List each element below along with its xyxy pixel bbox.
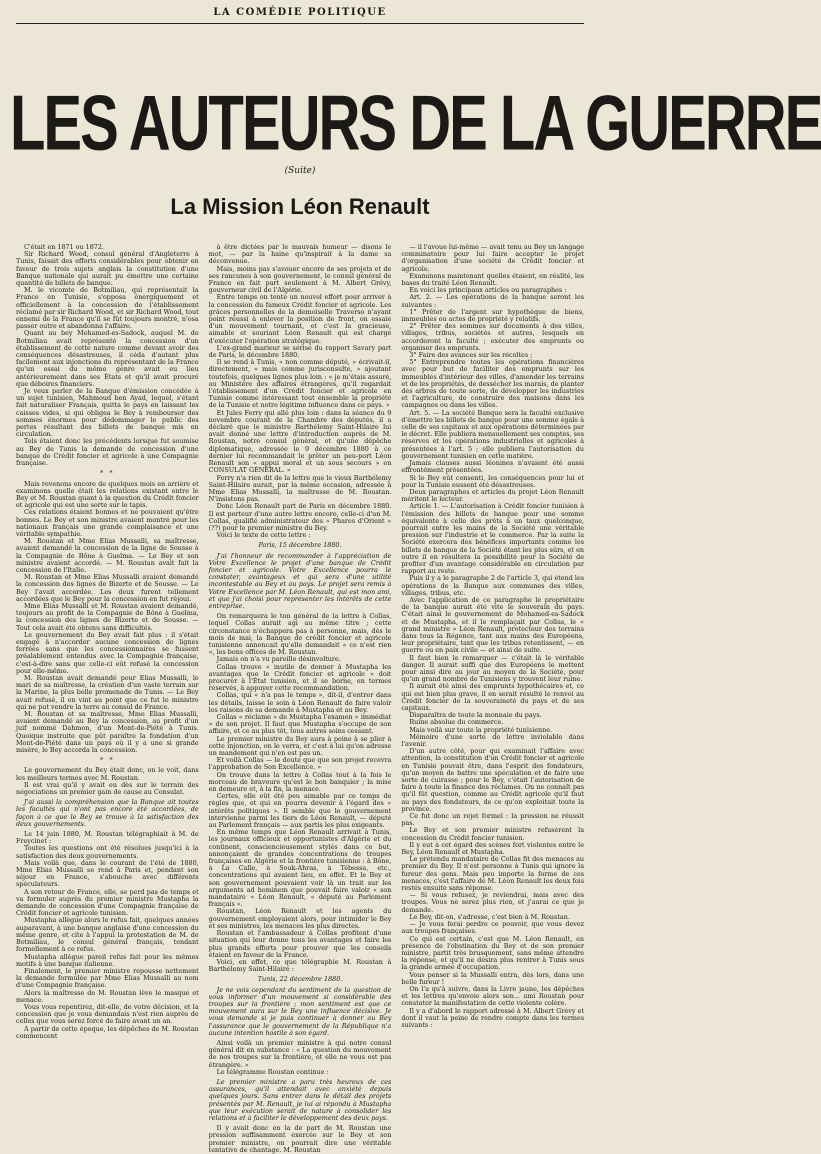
paragraph: On remarquera le ton général de la lettre à Collas, lequel Collas aurait agi au même titre ; cette circonstance n'échappera pas à personne, mais, dès le mois de mai, la Banque de crédit foncier et agricole tunisienne annoncait qu'elle demandait « ce n'est rien », les bons offices de M. Roustan. [208, 612, 392, 657]
paragraph: Ainsi voilà un premier ministre à qui notre consul général dit en substance : « La question du mouvement de nos troupes sur la frontière, et elle ne vous est pas étrangère. » [208, 1038, 392, 1069]
paragraph: Le Bey, dit-on, s'adresse, c'est bien à M. Roustan. [409, 912, 570, 921]
paragraph: Ruine absolue du commerce. [409, 718, 504, 727]
paragraph: Mais, moins pas s'avouer encore de ses projets et de ses rancunes à son gouvernement, le consul général de France en fait part seulement à M. Albert Grévy, gouverneur civil de l'Algérie. [208, 264, 392, 295]
paragraph: Il y a d'abord le rapport adressé à M. Albert Grévy et dont il vaut la peine de rendre compte dans les termes suivants : [401, 1006, 585, 1029]
header-rule [16, 23, 584, 24]
dateline: Paris, 15 décembre 1880. [258, 541, 342, 550]
paragraph: Vous penser si la Mussalli entra, dès lors, dans une belle fureur ! [401, 970, 585, 986]
paragraph: A son retour de France, elle, se perd pas de temps et va formuler auprès du premier ministre Mustapha la demande de concession d'une Compagnie française de Crédit foncier et agricole tunisien. [16, 887, 199, 918]
paragraph: Le gouvernement du Bey avait fait plus : il s'était engagé à n'accorder aucune concession de lignes ferrées sans que les concessionnaires se fussent préalablement entendus avec la Compagnie française, c'est-à-dire sans que celle-ci eût refusé la concession pour elle-même. [16, 630, 199, 675]
paragraph: Toutes les questions ont été résolues jusqu'ici à la satisfaction des deux gouvernements. [16, 844, 199, 860]
paragraph: Collas, qui « n'a pas le temps », dit-il, d'entrer dans les détails, laisse le soin à Léon Renault de faire valoir les raisons de sa demande à Mustapha et au Bey. [208, 691, 392, 714]
paragraph: On l'a qu'à suivre, dans la Livre jaune, les dépêches et les lettres qu'envoie alors son... ami Roustan pour constater la manifestation de cette violente colère. [401, 984, 585, 1008]
quoted-dispatch: J'ai aussi la compréhension que la Banque ait toutes les facultés qui n'ont pas encore été accordées, de façon à ce que le Bey se trouve à la satisfaction des deux gouvernements. [16, 798, 199, 828]
paragraph: On trouve dans la lettre à Collas tout à la fois le morceau de bravoure qu'est le bon banquier ; la mise en demeure et, à la fin, la menace. [208, 770, 392, 794]
paragraph: Donc Léon Renault part de Paris en décembre 1880. Il est porteur d'une autre lettre encore, celle-ci d'un M. Collas, qualifié administrateur des « Phares d'Orient » (??) pour le premier ministre du Bey. [208, 502, 392, 532]
paragraph: C'était en 1871 ou 1872. [24, 243, 104, 251]
paragraph: En même temps que Léon Renault arrivait à Tunis, les journaux officieux et opportunistes d'Algérie et du continent, consciencieusement stylés dans ce but, annonçaient de grandes concentrations de troupes françaises en Algérie et la frontière tunisienne : à Bône, à La Calle, à Souk-Ahras, à Tébessa, etc., concentrations qui avaient lieu, en effet. Et le Bey et son gouvernement pouvaient voir là un trait sur les arguments ad hominem que pouvait faire valoir « son mandataire » Léon Renault, « député au Parlement français ». [208, 828, 392, 909]
paragraph: Examinons maintenant quelles étaient, en réalité, les bases du traité Léon Renault. [401, 271, 585, 288]
paragraph: M. Roustan et sa maîtresse, Mme Elias Mussalli, avaient demandé au Bey la concession, au profit d'un juif nommé Dahmon, d'un Mont-de-Piété à Tunis. Quoique instruite que pût paraître la fondation d'un Mont-de-Piété dans un pays où il y a une si grande misère, le Bey accorda la concession. [16, 710, 199, 755]
paragraph: Mme Elias Mussalli et M. Roustan avaient demandé, toujours au profit de la Compagnie de Bône à Guelma, la concession des lignes de Bizerte et de Sousse. — Tout cela avait été obtenu sans difficultés. [16, 601, 199, 632]
quoted-telegram: Je ne vois cependant du sentiment de la question de vous informer d'un mouvement si considérable des troupes sur la frontière ; mon sentiment est que ce mouvement aura sur le Bey une influence décisive. Je vous demande si je puis continuer à donner au Bey l'assurance que le gouvernement de la République n'a aucune intention hostile à son égard. [208, 985, 392, 1037]
paragraph: M. Roustan et Mme Elias Mussalli avaient demandé la concession des lignes de Bizerte et de Sousse. — Le Bey l'avait accordée. Les deux furent tellement accordées que le Bey pour la concession en fut réjoui. [16, 573, 199, 603]
paragraph: Mais voilà que, dans le courant de l'été de 1880, Mme Elias Mussalli se rend à Paris et, pendant son séjour en France, s'abouche avec différents spéculateurs. [16, 858, 199, 889]
section-separator: * * [100, 756, 115, 765]
paragraph: Je veux parler de la Banque d'émission concédée à un sujet tunisien, Mahmoud ben Ayad, lequel, s'étant fait naturaliser Français, quitta le pays en laissant les caisses vides, si qui obligea le Bey à rembourser des sommes énormes pour dédommager le public des pertes résultant des billets de banque mis en circulation. [16, 387, 199, 439]
quoted-telegram: Le premier ministre a paru très heureux de ces assurances, qu'il attendait avec anxiété depuis quelques jours. Sans entrer dans le détail des projets présentés par M. Renault, je lui ai répondu à Mustapha que leur exécution serait de nature à consolider les relations et à faciliter le développement des deux pays. [208, 1077, 392, 1122]
paragraph: à être dictées par le mauvais humeur — disons le mot, — par la haine qu'inspirait à la dame sa déconvenue. [208, 243, 392, 266]
paragraph: Voici le texte de cette lettre : [216, 531, 311, 540]
paragraph: M. Roustan avait demandé pour Elias Mussalli, le mari de sa maîtresse, la création d'un vaste terrain sur la Marine, la plus belle promenade de Tunis. — Le Bey avait refusé, il en vint au point que ce fut le ministre qui ne put vendre la terre au consul de France. [16, 673, 199, 711]
paragraph: Sir Richard Wood, consul général d'Angleterre à Tunis, faisait des efforts considérables pour obtenir en faveur de trois sujets anglais la constitution d'une Banque nationale qui aurait pu émettre une certaine quantité de billets de banque. [16, 250, 199, 288]
paragraph: Et voilà Collas — le doute que que son projet recevra l'approbation de Son Excellence. » [208, 756, 392, 772]
paragraph: Collas trouve « inutile de donner à Mustapha les avantages que le Crédit foncier et agricole » doit procurer à l'État tunisien, et il se borne, en termes réservés, à appuyer cette recommandation. [208, 662, 392, 693]
paragraph: Art. 5. — La société Banque sera la faculté exclusive d'émettre les billets de banque pour une somme égale à celle de ses capitaux et aux opérations déterminées par le décret. Elle publiera mensuellement ses comptes, ses réserves et les opérations industrielles et agricoles à présentées à l'art. 5 ; elle publiera l'autorisation du gouvernement tunisien en cette matière. [401, 408, 585, 460]
paragraph: 1° Prêter de l'argent sur hypothèque de biens, immeubles ou actes de propriété y relatifs. [401, 307, 585, 324]
paragraph: Le 14 juin 1880, M. Roustan télégraphiait à M. de Freycinet : [16, 830, 199, 846]
paragraph: Ce fut donc un rejet formel : la pression ne réussit pas. [401, 812, 585, 828]
paragraph: L'ex-grand marieur se sérise du rapport Savary part de Paris, le décembre 1880. [208, 343, 392, 360]
paragraph: Ce qui est certain, c'est que M. Léon Renault, en présence de l'obstination du Bey et de son premier ministre, partit très brusquement, sans même attendre la réponse, et qu'il ne désira plus rentrer à Tunis sous la grande armée d'occupation. [401, 934, 585, 972]
paragraph: — Je vous ferai perdre ce pouvoir, que vous devez aux troupes françaises. [401, 920, 585, 936]
paragraph: Article 1. — L'autorisation à Crédit foncier tunisien à l'émission des billets de banque pour une somme équivalente à celle des prêts à un taux quelconque, pourrait entre les mains de la Société une véritable pression sur l'industrie et le commerce. Par la suite la Société exercera des bénéfices importants comme les billets de banque de la Société étant les plus sûrs, et en outre il en résultera la possibilité pour la Société de profiter d'un avantage considérable en circulation par rapport au reste. [401, 502, 585, 576]
paragraph: 5° Entreprendre toutes les opérations financières avec pour but de faciliter des emprunts sur les immeubles d'intérieur des villes, d'amender les terrains et de les propriétés, de dessécher les marais, de planter des arbres de toute sorte, de développer les industries et l'agriculture, de construire des maisons dans les campagnes ou dans les villes. [401, 358, 585, 410]
newspaper-page [10, 0, 821, 1154]
paragraph: Vous vous repentirez, dit-elle, de votre décision, et la concession que je vous demandais n'est rien auprès de celles que vous serez forcé de faire avant un an. [16, 1002, 199, 1026]
paragraph: Avec l'application de ce paragraphe le propriétaire de la banque aurait été vite le souverain du pays. C'était ainsi le gouvernement de Mohamed-es-Sadock et de Mustapha, et il le remplaçait par Collas, le « grand ministre » Léon Renault, protecteur des terrains dans tous la Régence, tant aux mains des Européens, leur propriétaire, tant que les tribus retentissent, — en guerre ou en paix civile — et ainsi de suite. [401, 595, 585, 655]
paragraph: Mustapha allègue alors le refus fait, quelques années auparavant, à une banque anglaise d'une concession du même genre, et cite à l'appui la protestation de M. de Botmiliau, le consul général français, tendant formellement à ce refus. [16, 916, 199, 954]
paragraph: — il l'avoue lui-même — avait tenu au Bey un langage comminatoire pour lui faire accepter le projet d'organisation d'une société de Crédit foncier et agricole. [401, 243, 585, 273]
paragraph: En voici les principaux articles ou paragraphes : [409, 286, 567, 295]
running-head: LA COMÉDIE POLITIQUE [213, 7, 387, 18]
paragraph: Le télégramme Roustan continue : [216, 1067, 329, 1076]
paragraph: Il se rend à Tunis, « non comme député, » écrivait-il, directement, « mais comme jurisconsulte, » ajoutant toutefois, quelques lignes plus loin : « je m'étais assuré, au Ministère des affaires étrangères, qu'il regardait l'établissement d'un Crédit foncier et agricole en Tunisie comme intéressant tout ensemble la propriété de la Tunisie et notre légitime influence dans ce pays. » [208, 358, 392, 410]
subheadline: La Mission Léon Renault [170, 194, 430, 219]
paragraph: Il y eut à cet égard des scènes fort violentes entre le Bey, Léon Renault et Mustapha. [401, 840, 585, 857]
paragraph: Le Bey et son premier ministre refusèrent la concession du Crédit foncier tunisien. [401, 826, 585, 842]
paragraph: 2° Prêter des sommes sur documents à des villes, villages, tribus, sociétés et autres, lesquels en accorderont la faculté ; exécuter des emprunts ou organiser des emprunts. [401, 322, 585, 352]
column-1 [16, 243, 199, 1040]
paragraph: A partir de cette époque, les dépêches de M. Roustan commencent [16, 1024, 199, 1040]
suite-label: (Suite) [284, 166, 316, 176]
paragraph: Mais revenons encore de quelques mois en arrière et examinons quelle était les relations existant entre le Bey et M. Roustan quant à la question du Crédit foncier et agricole qui est une sorte sur le tapis. [16, 479, 199, 510]
paragraph: Si le Bey eût consenti, les conséquences pour lui et pour la Tunisie eussent été désastreuses. [401, 473, 585, 489]
paragraph: Le prétendu mandataire de Collas fit des menaces au premier du Bey. Il n'est personne à Tunis qui ignore la fureur des gens. Mais peu importe la forme de ces menaces, c'est l'affaire de M. Léon Renault les deux fois restés ensuite sans réponse. [401, 855, 585, 893]
section-separator: * * [100, 469, 115, 478]
paragraph: Art. 2. — Les opérations de la banque seront les suivantes : [401, 293, 585, 309]
paragraph: Jamais on n'a vu pareille désinvolture. [216, 655, 341, 664]
paragraph: M. Roustan et Mme Elias Mussalli, sa maîtresse, avaient demandé la concession de la ligne de Sousse à la Compagnie de Bône à Guelma. — Le Bey et son ministre avaient accordé. — M. Roustan avait fait la concession de l'Italie. [16, 537, 199, 574]
paragraph: Collas « réclame » de Mustapha l'examen « immédiat » de son projet. Il faut que Mustapha s'occupe de son affaire, et ce au plus tôt, tous autres soins cessant. [208, 713, 392, 736]
paragraph: Mais voilà sur toute la propriété tunisienne. [409, 725, 553, 734]
paragraph: Tels étaient donc les précédents lorsque fut soumise au Bey de Tunis la demande de concession d'une banque de Crédit foncier et agricole à une Compagnie française. [16, 437, 199, 468]
paragraph: Voici, en effet, ce que télégraphie M. Roustan à Barthélemy Saint-Hilaire : [208, 957, 392, 974]
dateline: Tunis, 22 décembre 1880. [257, 975, 343, 984]
paragraph: Certes, elle eût été peu aimable par ce temps de règles que, et qui en pourra devenir à l'égard des « intérêts politiques ». Il semble que le gouvernement intervienne parmi les tiers de Léon Renault, — député au Parlement français — aux partis les plus exigeants. [208, 792, 392, 830]
paragraph: D'un autre côté, pour qui examinait l'affaire avec attention, la constitution d'un Crédit foncier et agricole en Tunisie pouvait être, dans l'esprit des fondateurs, qu'un moyen de battre une spéculation et de faire une sorte de cuirasse ; pour le Bey, c'était l'autorisation de faire à toute la finance des réclames. On ne connaît pas qu'il fût question, comme au Crédit agricole qu'il faut au pays des fondateurs, de ce qu'on exploitait toute la province. [401, 747, 585, 813]
paragraph: Finalement, le premier ministre repousse nettement la demande formulée par Mme Elias Mussalli au nom d'une Compagnie française. [16, 966, 199, 990]
paragraph: Mémoire d'une sorte de lettre inviolable dans l'avenir. [401, 732, 585, 749]
paragraph: Alors la maîtresse de M. Roustan lève le masque et menace. [16, 988, 199, 1004]
paragraph: 3° Faire des avances sur les récoltes ; [409, 351, 533, 360]
column-3 [401, 243, 585, 1029]
paragraph: Et Jules Ferry qui allé plus loin : dans la séance du 9 novembre courant de la Chambre des députés, il a déclaré que le ministre Barthélemy Saint-Hilaire lui avait donné une lettre d'introduction auprès de M. Roustan, notre consul général, et qu'une dépêche diplomatique, adressée le 9 décembre 1880 à ce dernier lui recommandait le prêter un peu-port Léon Renault son « appui moral et un sous secours » en CONSULAT GÉNÉRAL. » [208, 408, 392, 475]
paragraph: Ferry n'a rien dit de la lettre que le vieux Barthélemy Saint-Hilaire aurait, par la même occasion, adressée à Mme Elias Mussalli, la maîtresse de M. Roustan. N'insistons pas. [208, 473, 392, 504]
paragraph: M. le vicomte de Botmiliau, qui représentait la France en Tunisie, s'opposa énergiquement et officiellement à la concession de l'établissement réclamé par sir Richard Wood, et sir Richard Wood, tout ennemi de la France qu'il se fût toujours montré, n'osa passer outre et abandonna l'affaire. [16, 286, 199, 331]
paragraph: Roustan et l'ambassadeur à Collas profitent d'une situation qui leur donne tous les avantages et faire les plus grands efforts pour prouver que les conseils étaient en faveur de la France. [208, 929, 392, 959]
paragraph: Il aurait été ainsi des emprunts hypothécaires et, ce qui est bien plus grave, il en serait résulté le renvoi au Crédit foncier de la souveraineté du pays et de ses capitaux. [401, 682, 585, 712]
quoted-letter: J'ai l'honneur de recommander à l'appréciation de Votre Excellence le projet d'une banque de Crédit foncier et agricole. Votre Excellence pourra le constater, avantageux et qui sera d'une utilité incontestable au Bey et au pays. Le projet sera remis à Votre Excellence par M. Léon Renault, qui est mon ami, et que j'ai choisi pour représenter les intérêts de cette entreprise. [208, 551, 392, 610]
headline: LES AUTEURS DE LA GUERRE [10, 79, 821, 168]
paragraph: Entre temps on tente un nouvel effort pour arriver à la concession du fameux Crédit foncier et agricole. Les grâces personnelles de la demoiselle Traverso n'ayant point réussi à enlever la position de front, on essaie d'un mouvement tournant, et c'est la gracieuse, aimable et souriant Léon Renault qui est chargé d'exécuter l'opération stratégique. [208, 293, 392, 345]
paragraph: Deux paragraphes et articles du projet Léon Renault méritent le lecteur. [401, 487, 585, 504]
paragraph: Il y avait donc en la de part de M. Roustan une pression suffisamment exercée sur le Bey et son premier ministre, on pourrait dire une véritable tentative de chantage. M. Roustan [208, 1124, 392, 1154]
paragraph: Disparaîtra de toute la monnaie du pays. [409, 711, 542, 720]
paragraph: Jamais clauses aussi léonines n'avaient été aussi effrontément présentées. [401, 459, 585, 475]
paragraph: Puis il y a le paragraphe 2 de l'article 3, qui étend les opérations de la Banque aux communes des villes, villages, tribus, etc. [401, 574, 585, 597]
paragraph: Le premier ministre du Bey aura à peine à se plier à cette injonction, on le verra, et c'est à lui qu'on adresse un mandement qui n'en est pas un. [208, 734, 392, 758]
article-columns [10, 243, 590, 1154]
paragraph: Roustan, Léon Renault et les agents du gouvernement employaient alors, pour intimider le Bey et ses ministres, les menaces les plus directes. [208, 907, 392, 930]
paragraph: Il faut bien le remarquer — c'était là le véritable danger. Il aurait suffi que des Européens le mettent pour ainsi dire au jour au moyen de la Société, pour qu'un grand nombre de Tunisiens y trouvent leur ruine. [401, 653, 585, 684]
paragraph: Il est vrai qu'il y avait eu dès sur le terrain des négociations un premier gain de cause au Consulat. [16, 780, 199, 797]
column-2 [208, 243, 392, 1154]
paragraph: Quant au bey Mohamed-es-Sadock, auquel M. de Botmiliau avait représenté la concession d'un établissement de cette nature comme devant avoir des conséquences désastreuses, il céda d'autant plus facilement aux injonctions du représentant de la France qu'un essai du même genre avait eu lieu antérieurement dans ses États et qu'il avait procuré que déboires financiers. [16, 329, 199, 388]
paragraph: Mustapha allègue pareil refus fait pour les mêmes motifs à une banque italienne. [16, 952, 199, 968]
paragraph: — Si vous refusez, je reviendrai, mais avec des troupes. Vous ne serez plus rien, et j'aurai ce que je demande. [401, 891, 585, 914]
paragraph: Ces relations étaient bonnes et ne pouvaient qu'être bonnes. Le Bey et son ministre avaient montré pour les nationaux français une grande complaisance et une véritable sympathie. [16, 508, 199, 538]
paragraph: Le gouvernement du Bey était donc, on le voit, dans les meilleurs termes avec M. Roustan. [16, 766, 199, 782]
